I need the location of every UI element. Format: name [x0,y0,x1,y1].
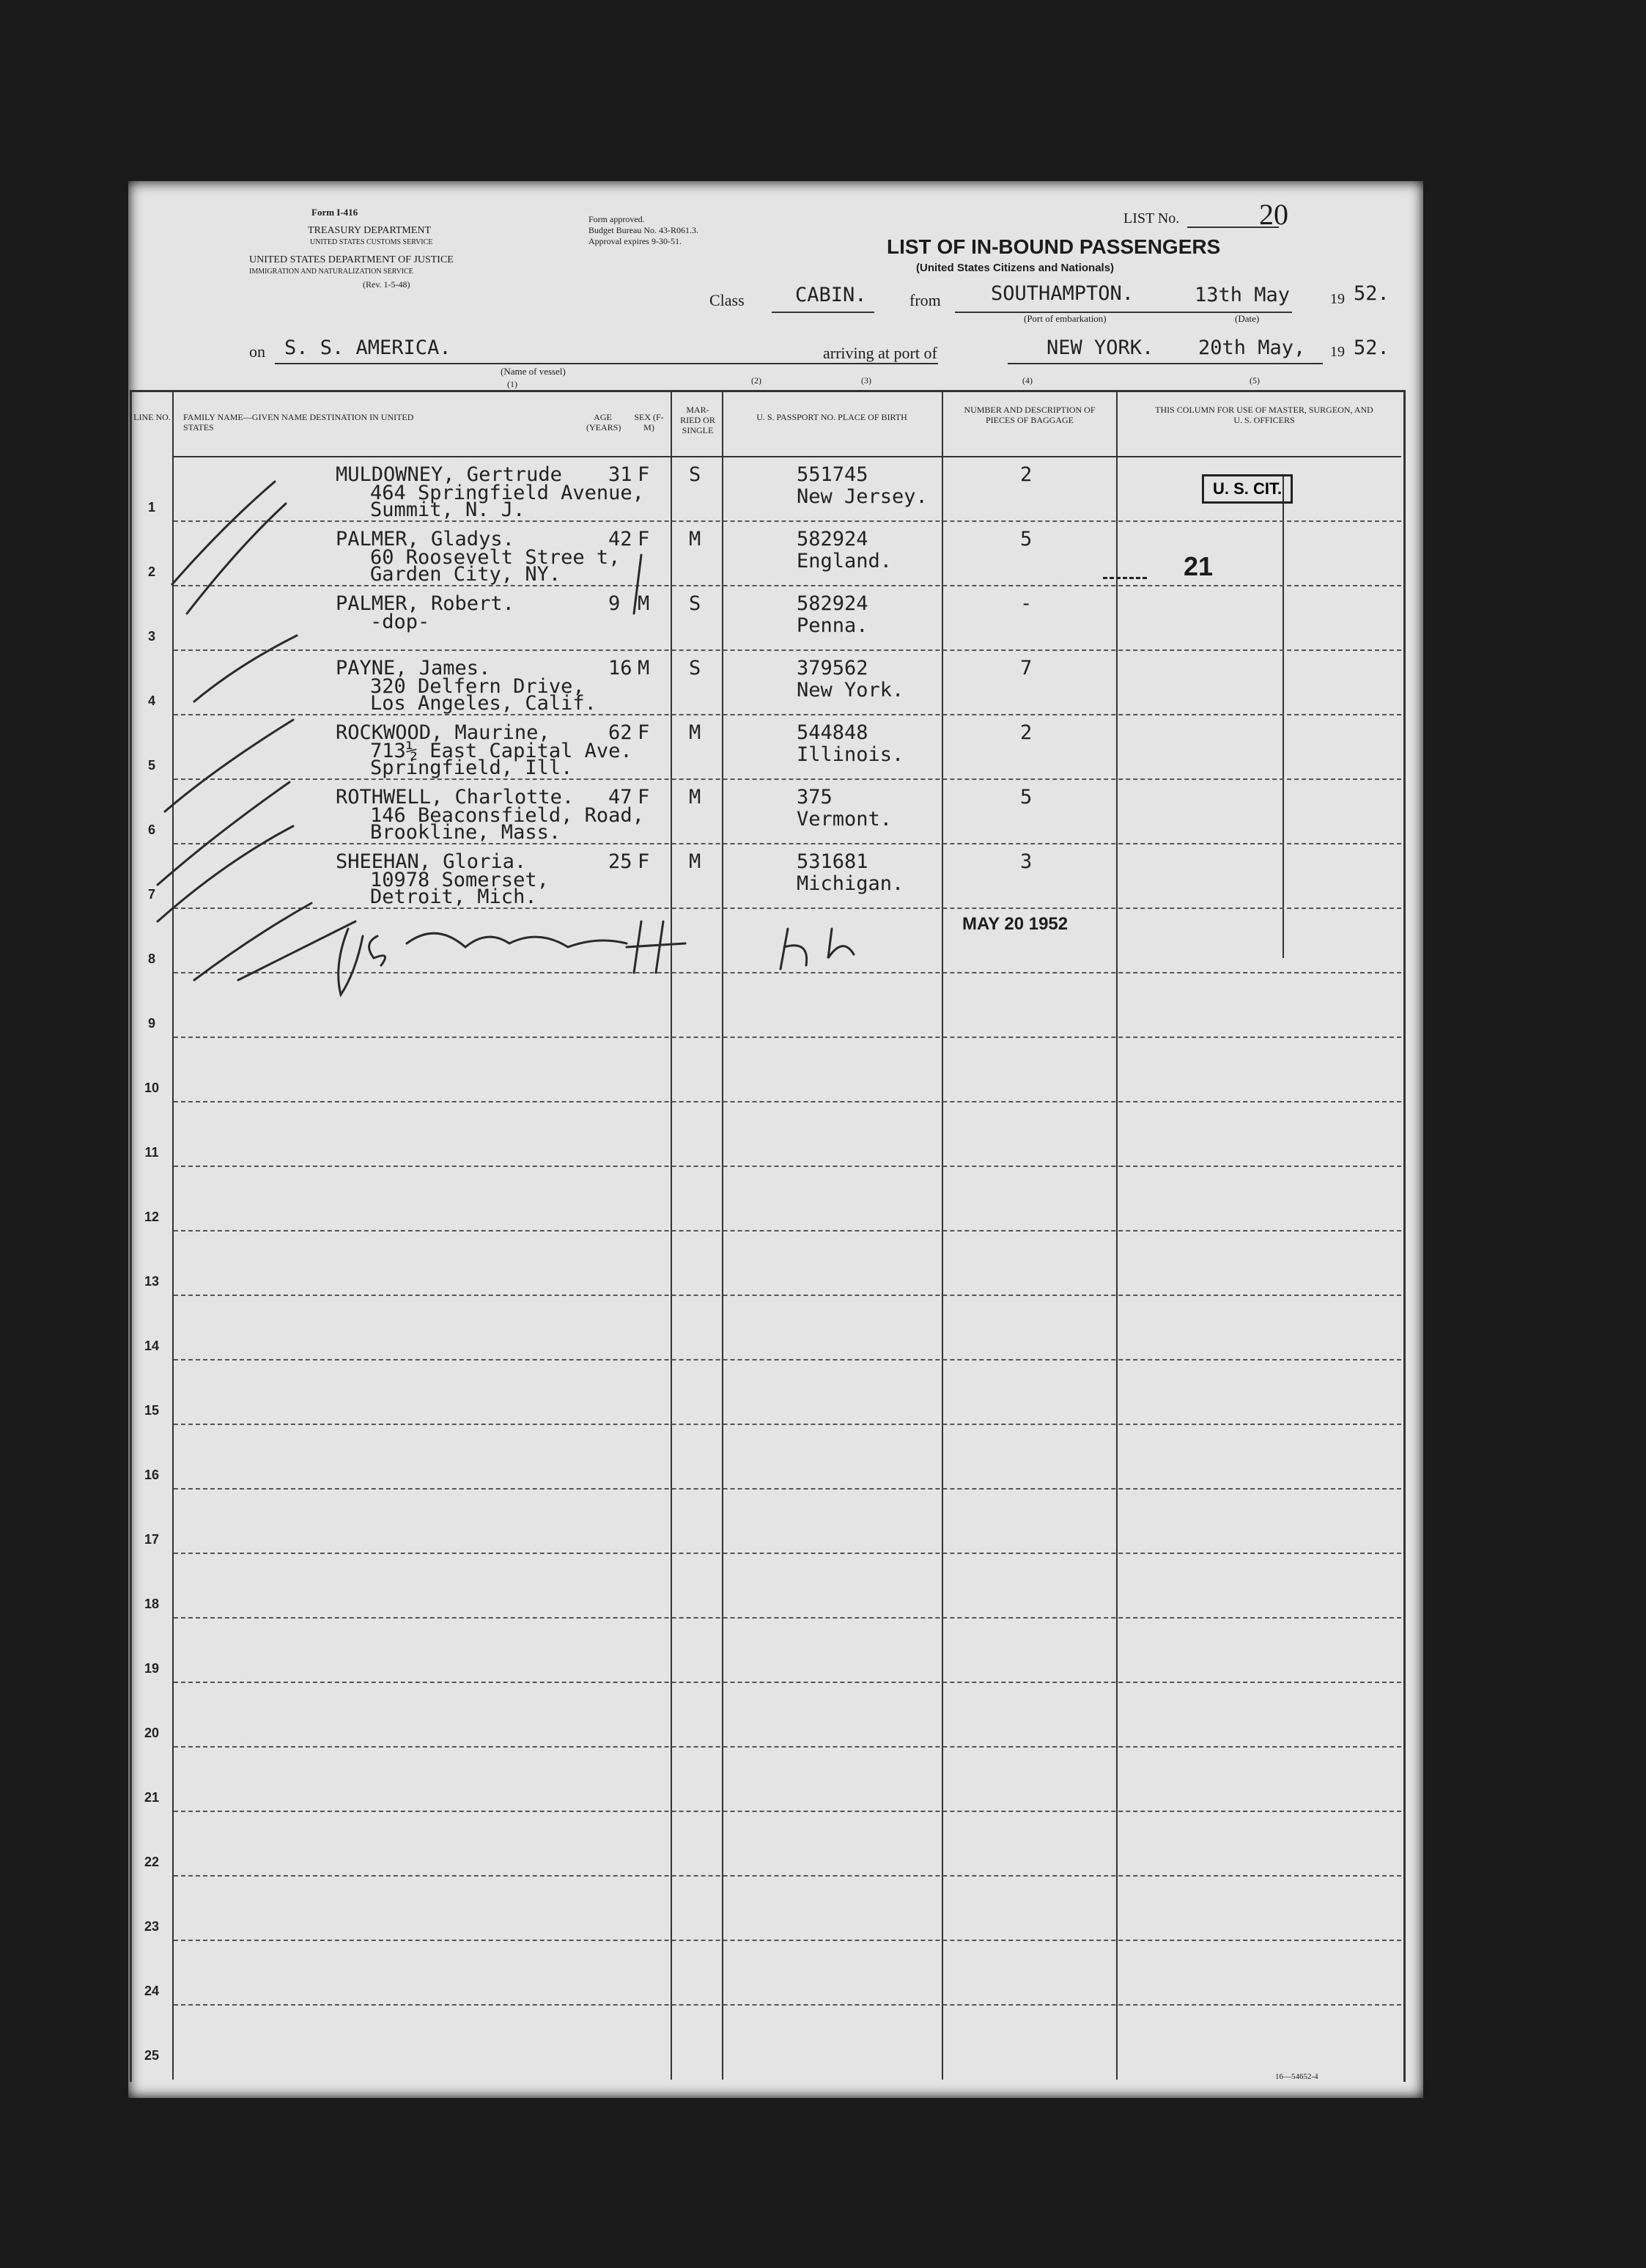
passenger-status: M [689,850,701,873]
destination-street: 60 Roosevelt Stree t, [370,546,621,569]
class-value: CABIN. [795,284,867,306]
passenger-sex: F [638,528,650,551]
list-label: LIST No. [1123,210,1180,227]
embark-date: 13th May [1195,284,1291,306]
line-number: 7 [147,887,155,902]
passenger-name: ROCKWOOD, Maurine, [336,721,550,744]
line-number: 8 [147,951,155,966]
arrival-year-prefix: 19 [1330,344,1345,360]
col-officers: THIS COLUMN FOR USE OF MASTER, SURGEON, AND U. S. OFFICERS [1155,405,1373,425]
handwritten-marks [128,181,1423,2098]
passenger-status: S [689,657,701,680]
check-mark [165,720,293,811]
col-passport: U. S. PASSPORT NO. PLACE OF BIRTH [756,412,907,422]
arriving-label: arriving at port of [823,344,937,362]
place-of-birth: England. [797,550,893,572]
port-caption: (Port of embarkation) [1024,313,1107,324]
line-number: 5 [147,758,155,773]
date-caption: (Date) [1235,313,1260,324]
passenger-sex: F [638,463,650,486]
col-baggage: NUMBER AND DESCRIPTION OF PIECES OF BAGGAGE [964,405,1096,425]
col-num-1: (1) [507,379,517,389]
place-of-birth: Michigan. [797,872,904,895]
col-line-no: LINE NO. [133,412,171,422]
passenger-age: 47 [608,786,632,809]
passenger-name: PALMER, Robert. [336,592,514,615]
passenger-status: S [689,592,701,615]
embark-port: SOUTHAMPTON. [991,282,1134,305]
check-mark [194,636,297,702]
line-number: 13 [144,1274,160,1289]
col-married: MAR-RIED OR SINGLE [680,405,715,435]
line-number: 23 [144,1919,160,1934]
passport-number: 551745 [797,463,868,486]
passenger-name: MULDOWNEY, Gertrude [336,463,562,486]
passenger-name: ROTHWELL, Charlotte. [336,786,575,809]
passenger-sex: F [638,721,650,744]
passenger-status: M [689,528,701,551]
justice-dept: UNITED STATES DEPARTMENT OF JUSTICE [249,254,454,265]
line-number: 6 [147,822,155,837]
col-num-5: (5) [1250,375,1260,386]
passenger-age: 31 [608,463,632,486]
passenger-age: 42 [608,528,632,551]
passenger-name: PAYNE, James. [336,657,491,680]
embark-year: 52. [1354,282,1389,305]
arrival-date: 20th May, [1198,336,1306,359]
destination-street: 320 Delfern Drive, [370,675,585,698]
destination-city: Los Angeles, Calif. [370,692,597,715]
destination-street: 713½ East Capital Ave. [370,740,632,762]
baggage-count: 2 [1020,463,1033,486]
baggage-count: 3 [1020,850,1033,873]
baggage-count: 5 [1020,528,1033,551]
passport-number: 531681 [797,850,868,873]
passport-number: 375 [797,786,833,809]
line-number: 3 [147,629,155,644]
place-of-birth: Illinois. [797,743,904,766]
line-number: 9 [147,1016,155,1031]
place-of-birth: Penna. [797,614,868,637]
line-number: 10 [144,1080,160,1095]
page-title: LIST OF IN-BOUND PASSENGERS [887,235,1221,258]
form-number: Form I-416 [311,207,358,218]
destination-city: Springfield, Ill. [370,756,573,779]
line-number: 16 [144,1468,160,1482]
line-number: 21 [144,1790,160,1805]
line-number: 17 [144,1532,160,1547]
check-mark [634,555,641,614]
place-of-birth: New Jersey. [797,485,928,508]
ins-service: IMMIGRATION AND NATURALIZATION SERVICE [249,268,413,276]
signature [339,921,854,995]
budget-bureau: Budget Bureau No. 43-R061.3. [588,225,698,235]
col-name: FAMILY NAME—GIVEN NAME DESTINATION IN UNITED STATES [183,412,414,432]
line-number: 25 [144,2048,160,2063]
form-approved: Form approved. [588,214,645,224]
approval-expires: Approval expires 9-30-51. [588,236,682,246]
passenger-sex: F [638,786,650,809]
passenger-age: 16 [608,657,632,680]
destination-street: -dop- [370,611,430,633]
check-mark [194,903,311,980]
destination-street: 10978 Somerset, [370,869,549,891]
line-number: 14 [144,1339,160,1353]
arrival-year: 52. [1354,336,1389,359]
line-number: 2 [147,564,155,579]
destination-city: Detroit, Mich. [370,886,537,908]
passenger-sex: M [638,592,650,615]
passenger-name: SHEEHAN, Gloria. [336,850,527,873]
baggage-count: 7 [1020,657,1033,680]
baggage-count: 2 [1020,721,1033,744]
passenger-age: 9 [608,592,621,615]
customs-service: UNITED STATES CUSTOMS SERVICE [310,238,433,246]
on-label: on [249,342,265,361]
passport-number: 582924 [797,592,868,615]
line-number: 15 [144,1403,160,1418]
destination-city: Summit, N. J. [370,498,525,521]
baggage-count: 5 [1020,786,1033,809]
line-number: 1 [147,500,155,515]
passenger-age: 25 [608,850,632,873]
line-number: 19 [144,1661,160,1676]
from-label: from [909,291,941,309]
place-of-birth: New York. [797,679,904,702]
us-citizen-stamp: U. S. CIT. [1202,474,1293,504]
revision: (Rev. 1-5-48) [363,279,410,290]
destination-city: Brookline, Mass. [370,821,561,844]
footer-code: 16—54652-4 [1275,2072,1318,2081]
arrival-date-stamp: MAY 20 1952 [962,914,1069,934]
passenger-name: PALMER, Gladys. [336,528,514,551]
destination-street: 464 Springfield Avenue, [370,482,644,504]
line-number: 11 [144,1145,159,1160]
line-number: 18 [144,1597,160,1611]
line-number: 22 [144,1855,160,1869]
check-mark [187,504,286,614]
col-age: AGE (YEARS) [586,412,621,432]
year-prefix: 19 [1330,291,1345,307]
passport-number: 379562 [797,657,868,680]
col-num-3: (3) [861,375,871,386]
list-number: 20 [1259,198,1288,231]
treasury-dept: TREASURY DEPARTMENT [308,225,432,236]
passenger-age: 62 [608,721,632,744]
destination-city: Garden City, NY. [370,563,561,586]
passenger-status: M [689,786,701,809]
passenger-status: M [689,721,701,744]
line-number: 24 [144,1984,160,1998]
class-label: Class [709,291,745,309]
col-num-4: (4) [1022,375,1033,386]
check-mark [158,826,293,921]
vessel-caption: (Name of vessel) [501,366,566,377]
passenger-sex: M [638,657,650,680]
passenger-status: S [689,463,701,486]
line-number: 4 [147,693,155,708]
passenger-sex: F [638,850,650,873]
baggage-count: - [1020,592,1033,615]
col-num-2: (2) [751,375,761,386]
place-of-birth: Vermont. [797,808,893,831]
arrival-port: NEW YORK. [1047,336,1154,359]
page-subtitle: (United States Citizens and Nationals) [916,262,1115,274]
vessel-name: S. S. AMERICA. [284,336,451,359]
destination-street: 146 Beaconsfield, Road, [370,804,644,827]
line-number: 12 [144,1210,160,1224]
passport-number: 544848 [797,721,868,744]
col-sex: SEX (F-M) [634,412,664,432]
passport-number: 582924 [797,528,868,551]
line-number: 20 [144,1726,160,1740]
tally-count: 21 [1184,551,1214,581]
passenger-list-sheet [128,181,1423,2098]
